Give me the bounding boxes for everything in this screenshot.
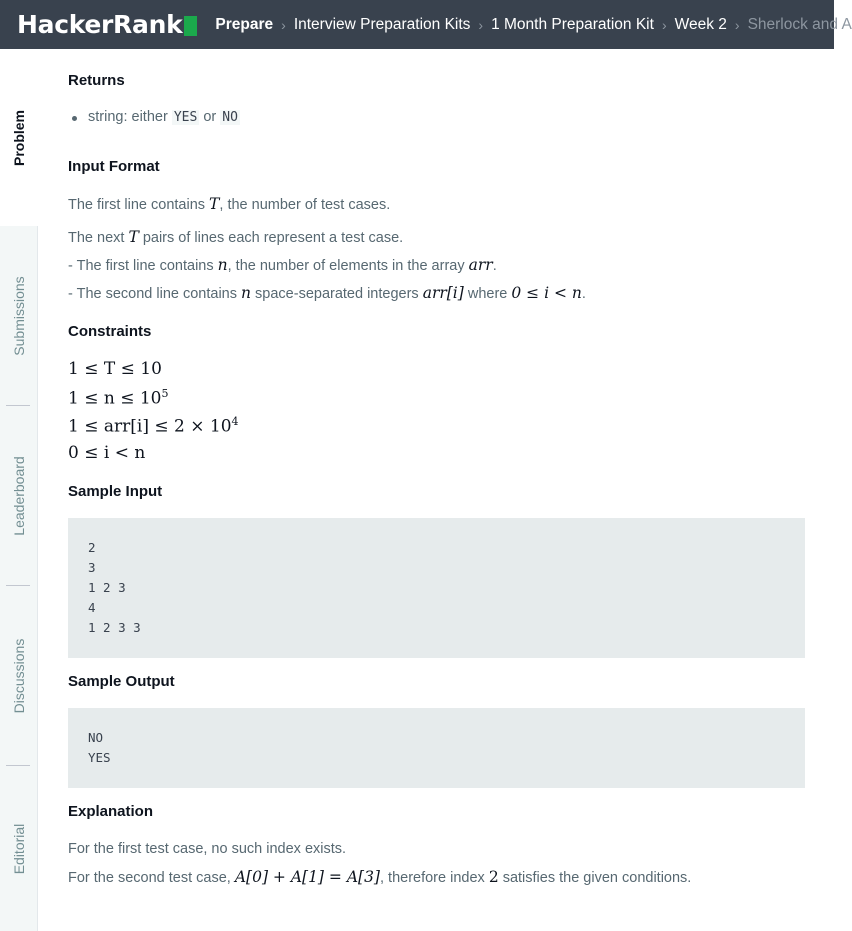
sample-input-code — [68, 518, 805, 658]
tab-leaderboard[interactable] — [0, 406, 38, 586]
returns-item-text: string: either — [88, 109, 172, 125]
returns-heading: Returns — [68, 72, 125, 89]
text: - The first line contains — [68, 258, 218, 274]
tab-submissions-label: Submissions — [11, 276, 27, 356]
text: The first line contains — [68, 197, 210, 213]
input-format-line — [68, 284, 586, 302]
bullet-dot — [72, 116, 77, 121]
math-var: arr[i] — [422, 284, 464, 302]
sample-output-code — [68, 708, 805, 788]
breadcrumb-interview-kits[interactable]: Interview Preparation Kits — [293, 15, 471, 33]
breadcrumb-month-kit[interactable]: 1 Month Preparation Kit — [491, 15, 654, 33]
returns-no-code: NO — [222, 110, 238, 125]
math-var: T — [209, 195, 220, 213]
returns-item — [88, 109, 240, 125]
sample-input-heading: Sample Input — [68, 483, 163, 500]
code-line: 4 — [88, 600, 96, 615]
explanation-line: For the first test case, no such index exists. — [68, 841, 347, 857]
code-line: 1 2 3 — [88, 580, 126, 595]
text: , therefore index — [379, 870, 489, 886]
constraint-n — [68, 387, 169, 409]
code-line: 1 2 3 3 — [88, 620, 141, 635]
logo-block-icon — [184, 16, 197, 36]
constraints-heading: Constraints — [68, 323, 152, 340]
chevron-right-icon: › — [661, 16, 667, 33]
returns-or-text: or — [199, 109, 221, 125]
constraint-i: 0 ≤ i < n — [68, 443, 146, 463]
challenge-tabs — [0, 49, 38, 931]
math-var: arr — [468, 256, 493, 274]
input-format-line — [68, 228, 403, 246]
text: . — [492, 258, 497, 274]
math-var: n — [241, 284, 252, 302]
tab-leaderboard-label: Leaderboard — [11, 456, 27, 536]
tab-problem-label: Problem — [11, 109, 27, 166]
exponent: 5 — [161, 387, 169, 400]
math-var: T — [128, 228, 139, 246]
code-line: 2 — [88, 540, 96, 555]
code-line: YES — [88, 750, 111, 765]
code-line: 3 — [88, 560, 96, 575]
chevron-right-icon: › — [478, 16, 484, 33]
hackerrank-logo[interactable] — [17, 10, 197, 39]
tab-problem[interactable] — [0, 49, 38, 226]
logo-text: HackerRank — [17, 10, 183, 39]
text: , the number of test cases. — [219, 197, 391, 213]
tab-submissions[interactable] — [0, 226, 38, 406]
text: , the number of elements in the array — [227, 258, 469, 274]
constraint-arr — [68, 415, 239, 437]
input-format-heading: Input Format — [68, 158, 160, 175]
math-expr: A[0] + A[1] = A[3] — [234, 868, 380, 886]
math-text: 1 ≤ n ≤ 10 — [68, 388, 162, 409]
constraint-T: 1 ≤ T ≤ 10 — [68, 359, 162, 379]
math-expr: 0 ≤ i < n — [511, 284, 582, 302]
text: - The second line contains — [68, 286, 242, 302]
chevron-right-icon: › — [734, 16, 740, 33]
text: satisfies the given conditions. — [498, 870, 692, 886]
breadcrumb-prepare[interactable]: Prepare — [215, 15, 274, 33]
breadcrumb-current-challenge: Sherlock and A — [747, 15, 852, 33]
breadcrumb-week[interactable]: Week 2 — [674, 15, 727, 33]
math-text: 1 ≤ arr[i] ≤ 2 × 10 — [68, 416, 232, 437]
math-num: 2 — [488, 868, 499, 886]
text: For the second test case, — [68, 870, 235, 886]
top-navbar — [0, 0, 852, 49]
tab-discussions-label: Discussions — [11, 638, 27, 714]
text: The next — [68, 230, 129, 246]
tab-discussions[interactable] — [0, 586, 38, 766]
input-format-line — [68, 256, 497, 274]
chevron-right-icon: › — [281, 16, 286, 33]
breadcrumb — [215, 16, 851, 34]
explanation-heading: Explanation — [68, 803, 154, 820]
text: pairs of lines each represent a test case. — [138, 230, 404, 246]
explanation-line — [68, 868, 691, 886]
text: space-separated integers — [251, 286, 423, 302]
input-format-line — [68, 195, 390, 213]
tab-editorial[interactable] — [0, 766, 38, 931]
math-var: n — [217, 256, 228, 274]
sample-output-heading: Sample Output — [68, 673, 175, 690]
text: . — [581, 286, 586, 302]
returns-yes-code: YES — [173, 110, 198, 125]
exponent: 4 — [231, 415, 239, 428]
text: where — [463, 286, 512, 302]
tab-editorial-label: Editorial — [11, 823, 27, 874]
code-line: NO — [88, 730, 104, 745]
